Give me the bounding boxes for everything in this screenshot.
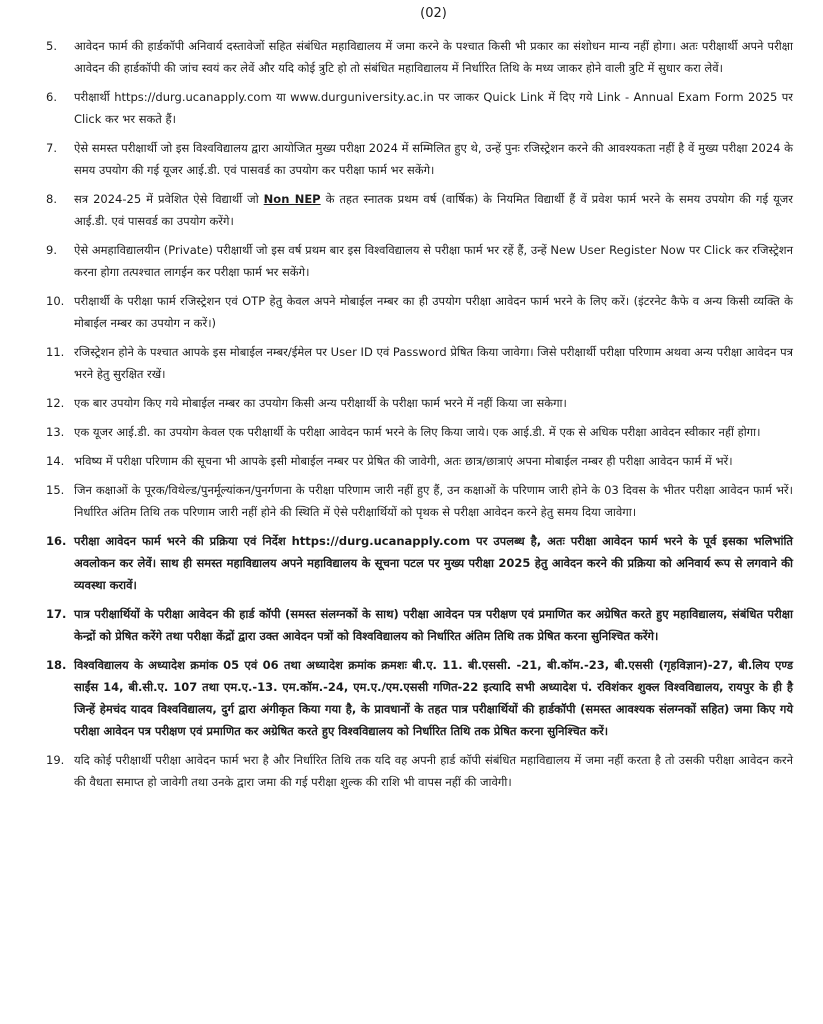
item-number: 11. <box>46 345 65 359</box>
list-item-10 <box>46 290 793 334</box>
item-text: ऐसे समस्त परीक्षार्थी जो इस विश्वविद्यालय द्वारा आयोजित मुख्य परीक्षा 2024 में सम्मिलित हुए थे, उन्हें पुनः रजिस्ट्रेशन करने की आवश्यकता नहीं है वें मुख्य परीक्षा 2024 के समय उपयोग की गई यूजर आई.डी. एवं पासवर्ड का उपयोग कर परीक्षा फार्म भर सकेंगे। <box>74 141 793 177</box>
item-number: 16. <box>46 534 67 548</box>
non-nep-highlight: Non NEP <box>263 192 321 206</box>
list-item-12 <box>46 392 793 414</box>
item-text: परीक्षार्थी के परीक्षा फार्म रजिस्ट्रेशन एवं OTP हेतु केवल अपने मोबाईल नम्बर का ही उपयोग परीक्षा आवेदन फार्म भरने के लिए करें। (इंटरनेट कैफे व अन्य किसी व्यक्ति के मोबाईल नम्बर का उपयोग न करें।) <box>74 294 793 330</box>
list-item-6 <box>46 86 793 130</box>
item-text <box>74 188 793 232</box>
item-text: रजिस्ट्रेशन होने के पश्चात आपके इस मोबाईल नम्बर/ईमेल पर User ID एवं Password प्रेषित किया जावेगा। जिसे परीक्षार्थी परीक्षा परिणाम अथवा अन्य परीक्षा आवेदन पत्र भरने हेतु सुरक्षित रखें। <box>74 345 793 381</box>
list-item-19 <box>46 749 793 793</box>
list-item-16 <box>46 530 793 596</box>
item-number: 19. <box>46 753 65 767</box>
item-number: 8. <box>46 192 57 206</box>
item-number: 14. <box>46 454 65 468</box>
item-number: 6. <box>46 90 57 104</box>
list-item-18 <box>46 654 793 742</box>
item-number: 9. <box>46 243 57 257</box>
item-text: एक बार उपयोग किए गये मोबाईल नम्बर का उपयोग किसी अन्य परीक्षार्थी के परीक्षा फार्म भरने में नहीं किया जा सकेगा। <box>74 396 567 410</box>
item-text: विश्वविद्यालय के अध्यादेश क्रमांक 05 एवं 06 तथा अध्यादेश क्रमांक क्रमशः बी.ए. 11. बी.एससी. -21, बी.कॉम.-23, बी.एससी (गृहविज्ञान)-27, बी.लिय एण्ड साईंस 14, बी.सी.ए. 107 तथा एम.ए.-13. एम.कॉम.-24, एम.ए./एम.एससी गणित-22 इत्यादि सभी अध्यादेश पं. रविशंकर शुक्ल विश्वविद्यालय, रायपुर के ही है जिन्हें हेमचंद यादव विश्वविद्यालय, दुर्ग द्वारा अंगीकृत किया गया है, के प्रावधानों के तहत पात्र परीक्षार्थियों की हार्डकॉपी (समस्त आवश्यक संलग्नकों सहित) जमा किए गये परीक्षा आवेदन पत्र परीक्षण एवं प्रमाणित कर अग्रेषित करते हुए विश्वविद्यालय को निर्धारित तिथि तक प्रेषित करना सुनिश्चित करें। <box>74 658 793 738</box>
item-text: पात्र परीक्षार्थियों के परीक्षा आवेदन की हार्ड कॉपी (समस्त संलग्नकों के साथ) परीक्षा आवेदन पत्र परीक्षण एवं प्रमाणित कर अग्रेषित करते हुए महाविद्यालय, संबंधित परीक्षा केन्द्रों को प्रेषित करेंगे तथा परीक्षा केंद्रों द्वारा उक्त आवेदन पत्रों को विश्वविद्यालय को निर्धारित अंतिम तिथि तक प्रेषित करना सुनिश्चित करेंगे। <box>74 607 793 643</box>
item-text: यदि कोई परीक्षार्थी परीक्षा आवेदन फार्म भरा है और निर्धारित तिथि तक यदि वह अपनी हार्ड कॉपी संबंधित महाविद्यालय में जमा नहीं करता है तो उसकी परीक्षा आवेदन करने की वैधता समाप्त हो जावेगी तथा उनके द्वारा जमा की गई परीक्षा शुल्क की राशि भी वापस नहीं की जावेगी। <box>74 753 793 789</box>
item-text: जिन कक्षाओं के पूरक/विथेल्ड/पुनर्मूल्यांकन/पुनर्गणना के परीक्षा परिणाम जारी नहीं हुए हैं, उन कक्षाओं के परिणाम जारी होने के 03 दिवस के भीतर परीक्षा आवेदन फार्म भरें। निर्धारित अंतिम तिथि तक परिणाम जारी नहीं होने की स्थिति में ऐसे परीक्षार्थियों को पृथक से परीक्षा आवेदन करने हेतु समय दिया जावेगा। <box>74 483 793 519</box>
item-number: 13. <box>46 425 65 439</box>
page-number: (02) <box>420 6 447 21</box>
list-item-14 <box>46 450 793 472</box>
item-text: ऐसे अमहाविद्यालयीन (Private) परीक्षार्थी जो इस वर्ष प्रथम बार इस विश्वविद्यालय से परीक्षा फार्म भर रहें हैं, उन्हें New User Register Now पर Click कर रजिस्ट्रेशन करना होगा तत्पश्चात लागईन कर परीक्षा फार्म भर सकेंगे। <box>74 243 793 279</box>
item-number: 5. <box>46 39 57 53</box>
item-text-pre: सत्र 2024-25 में प्रवेशित ऐसे विद्यार्थी जो <box>74 192 264 206</box>
list-item-13 <box>46 421 793 443</box>
item-text: भविष्य में परीक्षा परिणाम की सूचना भी आपके इसी मोबाईल नम्बर पर प्रेषित की जावेगी, अतः छात्र/छात्राएं अपना मोबाईल नम्बर ही परीक्षा आवेदन फार्म में भरें। <box>74 454 733 468</box>
list-item-9 <box>46 239 793 283</box>
list-item-5 <box>46 35 793 79</box>
list-item-15 <box>46 479 793 523</box>
item-number: 7. <box>46 141 57 155</box>
item-number: 10. <box>46 294 65 308</box>
item-text: आवेदन फार्म की हार्डकॉपी अनिवार्य दस्तावेजों सहित संबंधित महाविद्यालय में जमा करने के पश्चात किसी भी प्रकार का संशोधन मान्य नहीं होगा। अतः परीक्षार्थी अपने परीक्षा आवेदन की हार्डकॉपी की जांच स्वयं कर लेवें और यदि कोई त्रुटि हो तो संबंधित महाविद्यालय में निर्धारित तिथि के मध्य जाकर होने वाली त्रुटि में सुधार करा लेवें। <box>74 39 793 75</box>
item-number: 12. <box>46 396 65 410</box>
item-text-post: के तहत स्नातक प्रथम वर्ष (वार्षिक) के नियमित विद्यार्थी हैं वें प्रवेश फार्म भरने के समय उपयोग की गई यूजर आई.डी. एवं पासवर्ड का उपयोग करेंगे। <box>74 192 793 228</box>
item-text: एक यूजर आई.डी. का उपयोग केवल एक परीक्षार्थी के परीक्षा आवेदन फार्म भरने के लिए किया जाये। एक आई.डी. में एक से अधिक परीक्षा आवेदन स्वीकार नहीं होगा। <box>74 425 761 439</box>
item-number: 18. <box>46 658 67 672</box>
item-text: परीक्षा आवेदन फार्म भरने की प्रक्रिया एवं निर्देश https://durg.ucanapply.com पर उपलब्ध है, अतः परीक्षा आवेदन फार्म भरने के पूर्व इसका भलिभांति अवलोकन कर लेवें। साथ ही समस्त महाविद्यालय अपने महाविद्यालय के सूचना पटल पर मुख्य परीक्षा 2025 हेतु आवेदन करने की प्रक्रिया को अनिवार्य रूप से लगवाने की व्यवस्था करावें। <box>74 534 793 592</box>
item-text: परीक्षार्थी https://durg.ucanapply.com या www.durguniversity.ac.in पर जाकर Quick Link में दिए गये Link - Annual Exam Form 2025 पर Click कर भर सकते हैं। <box>74 90 793 126</box>
list-item-11 <box>46 341 793 385</box>
item-number: 15. <box>46 483 65 497</box>
list-item-17 <box>46 603 793 647</box>
list-item-7 <box>46 137 793 181</box>
list-item-8 <box>46 188 793 232</box>
item-number: 17. <box>46 607 67 621</box>
